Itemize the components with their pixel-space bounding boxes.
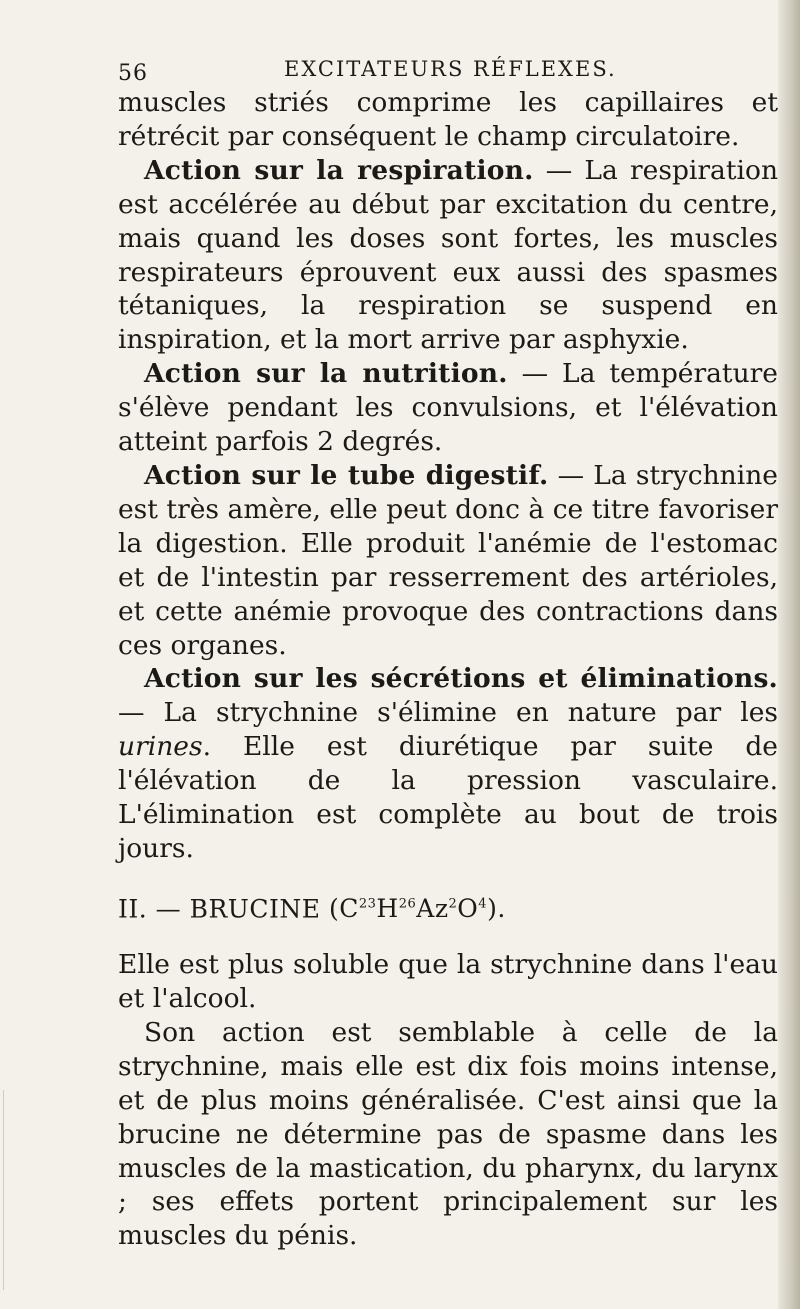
section-title	[118, 888, 778, 926]
page-header	[0, 55, 780, 89]
run-in-heading: Action sur la respiration.	[144, 154, 534, 186]
paragraph-secretions	[118, 662, 778, 865]
paragraph-solubility	[118, 948, 778, 1016]
run-in-heading: Action sur le tube digestif.	[144, 459, 549, 491]
margin-line	[3, 1090, 4, 1290]
paragraph-text: — La strychnine est très amère, elle peut donc à ce titre favoriser la digestion. Elle produit l'anémie de l'estomac et de l'intestin par resserrement des artérioles, et cette anémie provoque des contractions dans ces organes.	[118, 459, 778, 661]
paragraph-text: — La respiration est accélérée au début par excitation du centre, mais quand les doses sont fortes, les muscles respirateurs éprouvent eux aussi des spasmes tétaniques, la respiration se suspend en inspiration, et la mort arrive par asphyxie.	[118, 154, 779, 356]
paragraph-text: . Elle est diurétique par suite de l'élévation de la pression vasculaire. L'élimination est complète au bout de trois jours.	[118, 731, 778, 864]
paragraph-continuation	[118, 86, 778, 154]
paragraph-text: — La température s'élève pendant les convulsions, et l'élévation atteint parfois 2 degrés.	[118, 358, 778, 458]
paragraph-text: Elle est plus soluble que la strychnine dans l'eau et l'alcool.	[118, 949, 778, 1014]
section-name: BRUCINE	[189, 894, 321, 924]
paragraph-text: Son action est semblable à celle de la strychnine, mais elle est dix fois moins intense, et de plus moins généralisée. C'est ainsi que la brucine ne détermine pas de spasme dans les muscles de la mastication, du pharynx, du larynx ; ses effets portent principalement sur les muscles du pénis.	[118, 1016, 778, 1252]
body-text	[118, 86, 778, 1253]
run-in-heading: Action sur la nutrition.	[144, 358, 508, 390]
paragraph-digestive	[118, 459, 778, 662]
running-head: EXCITATEURS RÉFLEXES.	[284, 57, 617, 81]
run-in-heading: Action sur les sécrétions et éliminations.	[144, 663, 778, 695]
page-edge	[778, 0, 800, 1309]
paragraph-action	[118, 1016, 778, 1253]
section-numeral: II. —	[118, 894, 182, 924]
paragraph-nutrition	[118, 357, 778, 459]
page-number: 56	[118, 61, 148, 86]
paragraph-respiration	[118, 154, 778, 357]
paragraph-text: — La strychnine s'élimine en nature par les	[118, 697, 778, 729]
paragraph-text: muscles striés comprime les capillaires et rétrécit par conséquent le champ circulatoire.	[118, 87, 778, 152]
chemical-formula: $(C^{23}H^{26}Az^2O^4)$.	[328, 894, 506, 924]
italic-term: urines	[118, 731, 203, 763]
